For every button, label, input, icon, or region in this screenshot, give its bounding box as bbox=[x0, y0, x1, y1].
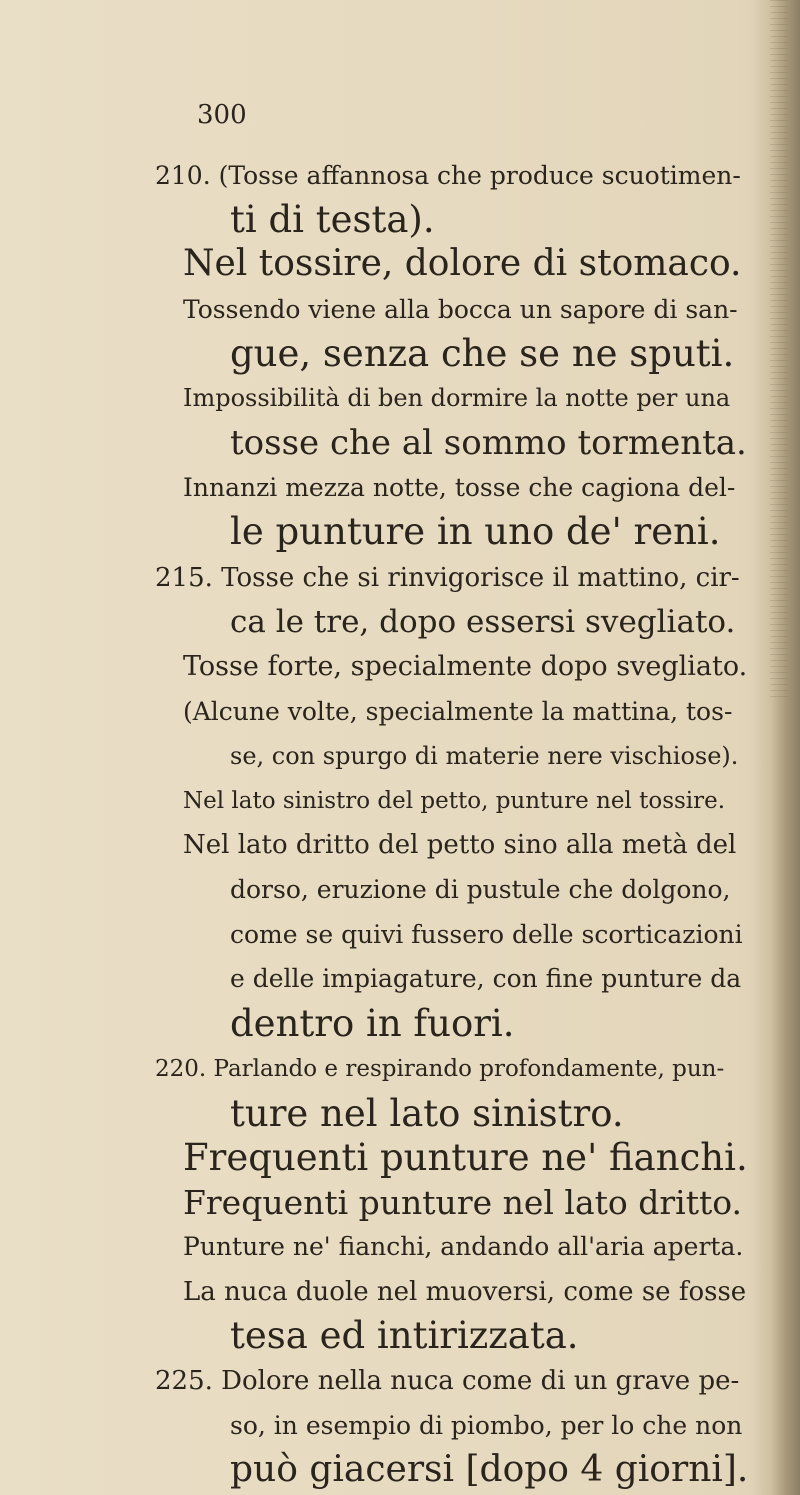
text-line: Impossibilità di ben dormire la notte per una bbox=[183, 384, 731, 412]
text-line: dorso, eruzione di pustule che dolgono, bbox=[230, 875, 731, 904]
text-line: ca le tre, dopo essersi svegliato. bbox=[230, 604, 736, 640]
text-line: 210. (Tosse affannosa che produce scuotimen- bbox=[155, 161, 741, 190]
text-line: e delle impiagature, con fine punture da bbox=[230, 964, 742, 993]
text-line: come se quivi fussero delle scorticazioni bbox=[230, 920, 743, 949]
text-line: gue, senza che se ne sputi. bbox=[230, 332, 735, 375]
text-line: Frequenti punture nel lato dritto. bbox=[183, 1183, 743, 1222]
text-line: 215. Tosse che si rinvigorisce il mattino, cir- bbox=[155, 563, 740, 593]
text-line: Tosse forte, specialmente dopo svegliato. bbox=[183, 651, 748, 682]
text-line: 220. Parlando e respirando profondamente, pun- bbox=[155, 1056, 725, 1082]
text-line: Nel lato dritto del petto sino alla metà del bbox=[183, 830, 737, 860]
text-line: La nuca duole nel muoversi, come se fosse bbox=[183, 1277, 747, 1307]
text-line: Tossendo viene alla bocca un sapore di san- bbox=[183, 295, 738, 324]
text-line: può giacersi [dopo 4 giorni]. bbox=[230, 1449, 749, 1490]
text-line: ti di testa). bbox=[230, 198, 435, 241]
text-line: tosse che al sommo tormenta. bbox=[230, 423, 747, 463]
text-line: tesa ed intirizzata. bbox=[230, 1314, 579, 1357]
text-line: (Alcune volte, specialmente la mattina, tos- bbox=[183, 697, 733, 726]
text-line: Frequenti punture ne' fianchi. bbox=[183, 1136, 748, 1179]
text-line: le punture in uno de' reni. bbox=[230, 510, 721, 553]
text-line: se, con spurgo di materie nere vischiose). bbox=[230, 742, 739, 770]
page-gutter bbox=[752, 0, 800, 1495]
text-line: ture nel lato sinistro. bbox=[230, 1092, 624, 1135]
text-line: so, in esempio di piombo, per lo che non bbox=[230, 1411, 743, 1440]
page-number: 300 bbox=[197, 100, 247, 130]
gutter-texture bbox=[770, 0, 788, 700]
text-line: dentro in fuori. bbox=[230, 1002, 515, 1045]
text-line: Punture ne' fianchi, andando all'aria aperta. bbox=[183, 1232, 744, 1261]
text-line: 225. Dolore nella nuca come di un grave pe- bbox=[155, 1366, 740, 1396]
text-line: Nel tossire, dolore di stomaco. bbox=[183, 243, 742, 284]
text-line: Nel lato sinistro del petto, punture nel tossire. bbox=[183, 788, 726, 814]
text-line: Innanzi mezza notte, tosse che cagiona del- bbox=[183, 473, 736, 502]
